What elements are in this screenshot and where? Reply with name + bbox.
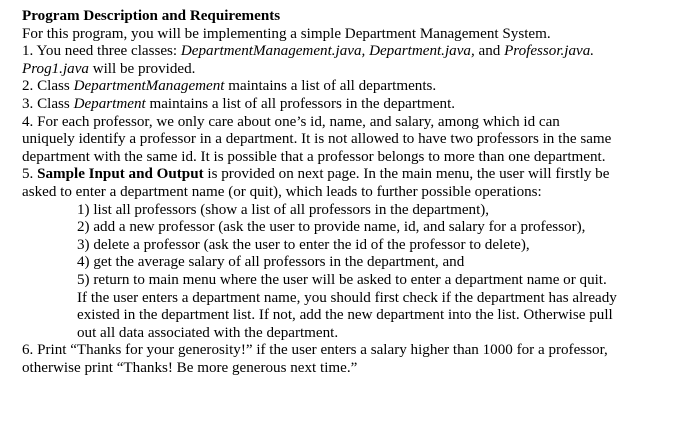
operation-delete: 3) delete a professor (ask the user to enter the id of the professor to delete), (77, 236, 530, 253)
requirements-document (22, 8, 690, 377)
requirement-1-continued: Prog1.java will be provided. (22, 60, 196, 77)
requirement-3: 3. Class Department maintains a list of all professors in the department. (22, 95, 456, 112)
operation-add: 2) add a new professor (ask the user to provide name, id, and salary for a professor), (77, 219, 586, 236)
requirement-6-line-2: otherwise print “Thanks! Be more generous next time.” (22, 359, 358, 376)
operation-list-all: 1) list all professors (show a list of all professors in the department), (77, 201, 490, 218)
operation-average: 4) get the average salary of all professors in the department, and (77, 254, 465, 271)
requirement-5-note-2: existed in the department list. If not, add the new department into the list. Otherwise pull (77, 307, 613, 324)
intro-text: For this program, you will be implementing a simple Department Management System. (22, 25, 551, 42)
requirement-5-note-3: out all data associated with the department. (77, 324, 339, 341)
requirement-6-line-1: 6. Print “Thanks for your generosity!” if the user enters a salary higher than 1000 for a professor, (22, 342, 608, 359)
requirement-1: 1. You need three classes: DepartmentManagement.java, Department.java, and Professor.java. (22, 43, 595, 60)
requirement-5: 5. Sample Input and Output is provided on next page. In the main menu, the user will firstly be (22, 166, 610, 183)
document-title: Program Description and Requirements (22, 8, 281, 24)
requirement-5-line-2: asked to enter a department name (or quit), which leads to further possible operations: (22, 183, 542, 200)
operation-return: 5) return to main menu where the user will be asked to enter a department name or quit. (77, 271, 607, 288)
requirement-5-note-1: If the user enters a department name, you should first check if the department has already (77, 289, 617, 306)
requirement-4-line-2: uniquely identify a professor in a department. It is not allowed to have two professors in the same (22, 131, 612, 148)
requirement-4-line-1: 4. For each professor, we only care about one’s id, name, and salary, among which id can (22, 113, 560, 130)
requirement-4-line-3: department with the same id. It is possible that a professor belongs to more than one department. (22, 148, 606, 165)
requirement-2: 2. Class DepartmentManagement maintains a list of all departments. (22, 78, 437, 95)
